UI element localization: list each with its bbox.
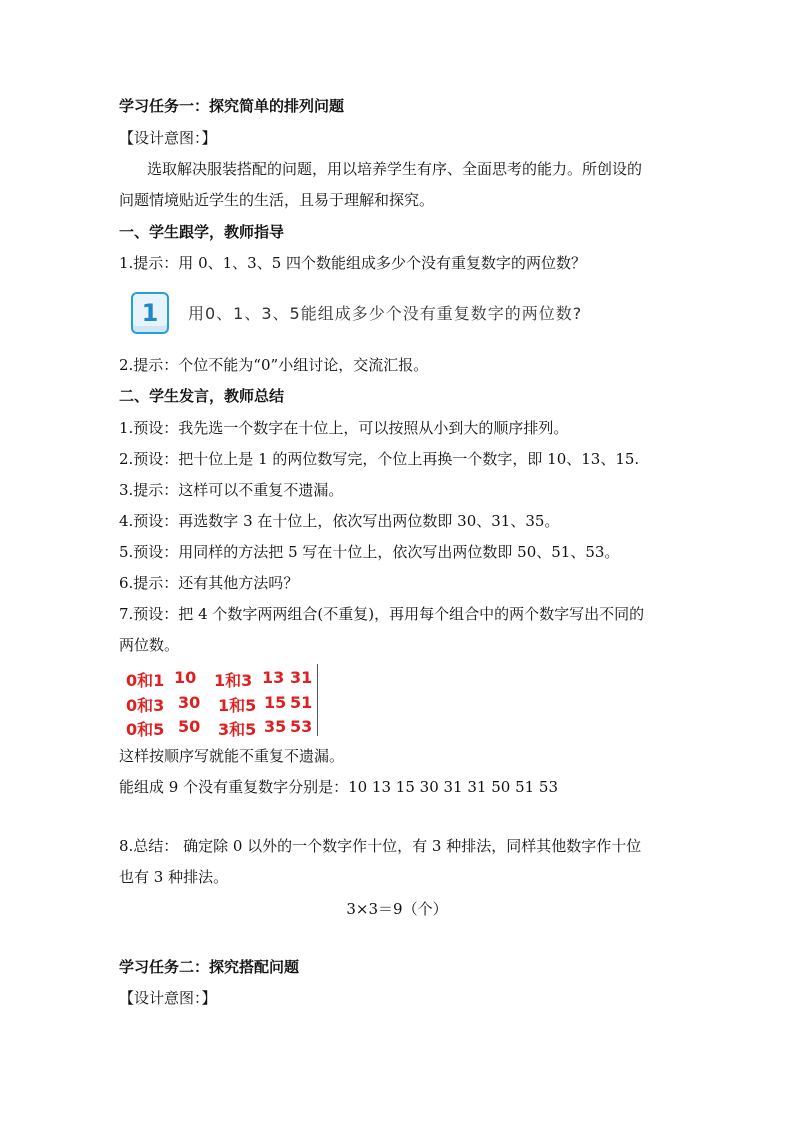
section1-tip1: 1.提示：用 0、1、3、5 四个数能组成多少个没有重复数字的两位数？ [119, 254, 587, 272]
section1-tip2: 2.提示：个位不能为“0”小组讨论，交流汇报。 [119, 356, 429, 374]
summary-line2: 也有 3 种排法。 [119, 868, 229, 886]
combo-r3-c2: 50 [178, 717, 201, 736]
section2-item-1: 1.预设：我先选一个数字在十位上，可以按照从小到大的顺序排列。 [119, 419, 569, 437]
combination-table [126, 666, 318, 738]
task1-design-heading: 【设计意图：】 [119, 129, 217, 147]
section2-item-5: 5.预设：用同样的方法把 5 写在十位上，依次写出两位数即 50、51、53。 [119, 543, 620, 561]
combo-r3-c5: 53 [290, 717, 313, 736]
section2-item-4: 4.预设：再选数字 3 在十位上，依次写出两位数即 30、31、35。 [119, 512, 560, 530]
result-list: 能组成 9 个没有重复数字分别是：10 13 15 30 31 31 50 51 53 [119, 778, 559, 796]
section2-item-7-cont: 两位数。 [119, 636, 180, 654]
combo-r1-c4: 13 [262, 668, 285, 687]
combo-r2-c4: 15 [264, 693, 287, 712]
task2-design-heading: 【设计意图：】 [119, 989, 217, 1007]
section2-heading: 二、学生发言，教师总结 [119, 387, 285, 405]
task1-title: 学习任务一：探究简单的排列问题 [119, 97, 345, 115]
problem-statement: 用0、1、3、5能组成多少个没有重复数字的两位数? [188, 304, 583, 323]
task1-design-paragraph-line2: 问题情境贴近学生的生活，且易于理解和探究。 [119, 191, 435, 209]
combo-r1-c5: 31 [290, 668, 313, 687]
combo-r2-c1: 0和3 [126, 696, 165, 715]
task1-design-paragraph-line1: 选取解决服装搭配的问题，用以培养学生有序、全面思考的能力。所创设的 [147, 160, 643, 178]
combo-r1-c3: 1和3 [214, 671, 253, 690]
section2-item-3: 3.提示：这样可以不重复不遗漏。 [119, 481, 344, 499]
combo-r3-c3: 3和5 [218, 720, 257, 739]
combo-r2-c2: 30 [178, 693, 201, 712]
section2-item-6: 6.提示：还有其他方法吗？ [119, 574, 299, 592]
problem-number-badge [131, 292, 169, 334]
after-table-note: 这样按顺序写就能不重复不遗漏。 [119, 747, 345, 765]
problem-number: 1 [141, 299, 159, 327]
section1-heading: 一、学生跟学，教师指导 [119, 223, 285, 241]
task2-title: 学习任务二：探究搭配问题 [119, 958, 300, 976]
section2-item-2: 2.预设：把十位上是 1 的两位数写完，个位上再换一个数字，即 10、13、15. [119, 450, 640, 468]
combo-r2-c5: 51 [290, 693, 313, 712]
combo-r3-c1: 0和5 [126, 720, 165, 739]
combo-r2-c3: 1和5 [218, 696, 257, 715]
summary-line1: 8.总结： 确定除 0 以外的一个数字作十位，有 3 种排法，同样其他数字作十位 [119, 837, 642, 855]
formula: 3×3＝9（个） [346, 900, 448, 918]
combo-r1-c2: 10 [174, 668, 197, 687]
combo-r3-c4: 35 [264, 717, 287, 736]
table-divider [317, 664, 318, 736]
section2-item-7: 7.预设：把 4 个数字两两组合(不重复)，再用每个组合中的两个数字写出不同的 [119, 605, 645, 623]
combo-r1-c1: 0和1 [126, 671, 165, 690]
